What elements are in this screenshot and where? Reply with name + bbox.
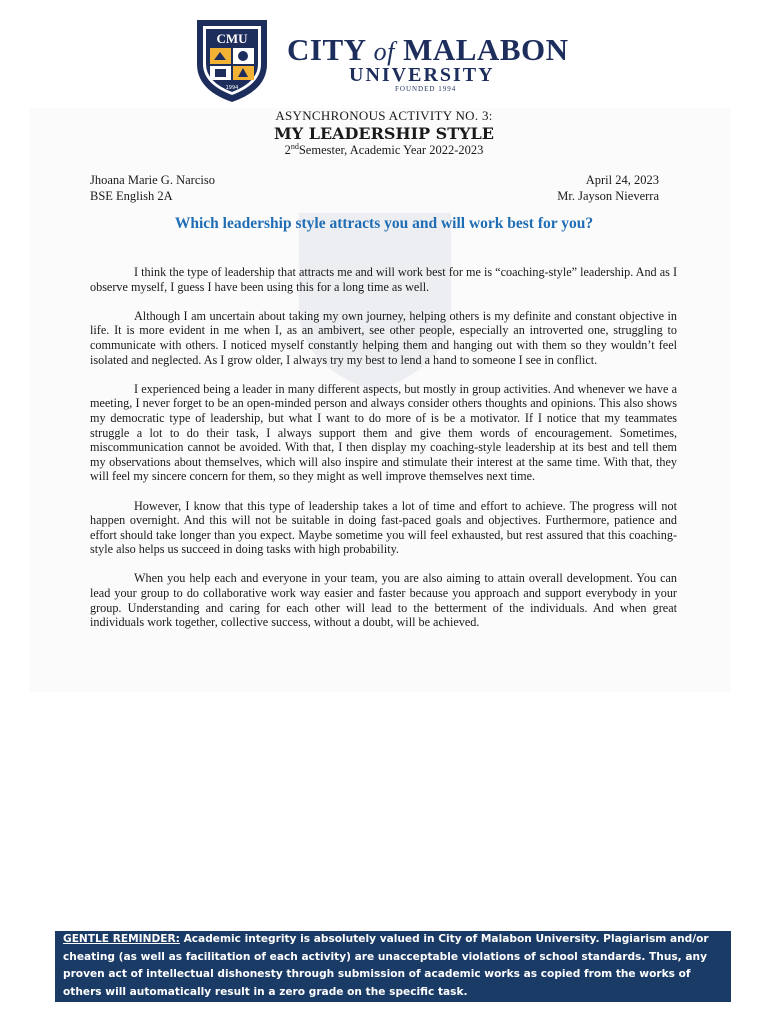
university-name-part2: MALABON (403, 32, 569, 67)
student-section: BSE English 2A (90, 189, 173, 203)
university-seal-icon (193, 16, 271, 104)
essay-paragraph: I experienced being a leader in many different aspects, but mostly in group activities. And whenever we have a meeting, I never forget to be an open-minded person and always consider others thoughts and opinions. This also shows my democratic type of leadership, but what I want to do more of is be a motivator. If I notice that my teammates struggle a lot to do their task, I always support them and give them words of encouragement. Sometimes, miscommunication cannot be avoided. With that, I then display my coaching-style leadership at its best and tell them my observations about themselves, which will also inspire and stimulate their interest at the same time. With that, they will feel my sincere concern for them, so they might as well improve themselves next time. (90, 381, 677, 484)
essay-paragraph: However, I know that this type of leadership takes a lot of time and effort to achieve. The progress will not happen overnight. And this will not be suitable in doing fast-paced goals and objectives. Furthermore, patience and effort should take longer than you expect. Maybe sometime you will feel exhausted, but rest assured that this coaching-style also helps us succeed in doing tasks with high probability. (90, 498, 677, 557)
semester-number: 2 (284, 143, 291, 158)
activity-number: ASYNCHRONOUS ACTIVITY NO. 3: (275, 108, 493, 123)
university-name-of: of (373, 37, 395, 66)
gentle-reminder-box (55, 931, 731, 1002)
founded-year: FOUNDED 1994 (395, 85, 457, 93)
essay-paragraph: I think the type of leadership that attracts me and will work best for me is “coaching-style” leadership. And as I observe myself, I guess I have been using this for a long time as well. (90, 265, 677, 294)
essay-body (90, 265, 677, 644)
seal-text: CMU (216, 31, 248, 46)
essay-paragraph: When you help each and everyone in your team, you are also aiming to attain overall development. You can lead your group to do collaborative work way easier and faster because you approach and support everybody in your group. Understanding and caring for each other will lead to the betterment of the individuals. And when great individuals work together, collective success, without a doubt, will be achieved. (90, 571, 677, 630)
university-subtitle: UNIVERSITY (349, 64, 495, 86)
semester-suffix: nd (290, 142, 299, 151)
instructor-name: Mr. Jayson Nieverra (557, 189, 659, 203)
student-info (90, 172, 215, 204)
student-name: Jhoana Marie G. Narciso (90, 173, 215, 187)
university-name-part1: CITY (287, 32, 366, 67)
reminder-label: GENTLE REMINDER: (63, 933, 180, 945)
essay-question: Which leadership style attracts you and will work best for you? (174, 215, 594, 232)
semester-text: Semester, Academic Year 2022-2023 (298, 143, 484, 158)
semester-line (0, 142, 768, 158)
university-header (0, 0, 768, 108)
activity-title: MY LEADERSHIP STYLE (273, 124, 494, 143)
submission-info (557, 172, 659, 204)
seal-year: 1994 (225, 85, 239, 91)
submission-date: April 24, 2023 (585, 173, 659, 187)
university-name (287, 34, 569, 68)
reminder-text: Academic integrity is absolutely valued in City of Malabon University. Plagiarism and/or cheating (as well as facilitation of each activity) are unacceptable violations of school standards. Thus, any proven act of intellectual dishonesty through submission of academic works as copied from the works of others will automatically result in a zero grade on the specific task. (63, 933, 709, 998)
essay-paragraph: Although I am uncertain about taking my own journey, helping others is my definite and constant objective in life. It is more evident in me when I, as an ambivert, see other people, especially an introverted one, struggling to communicate with others. I noticed myself constantly helping them and hanging out with them so they wouldn’t feel isolated and neglected. As I grow older, I always try my best to lend a hand to someone I see in conflict. (90, 308, 677, 367)
